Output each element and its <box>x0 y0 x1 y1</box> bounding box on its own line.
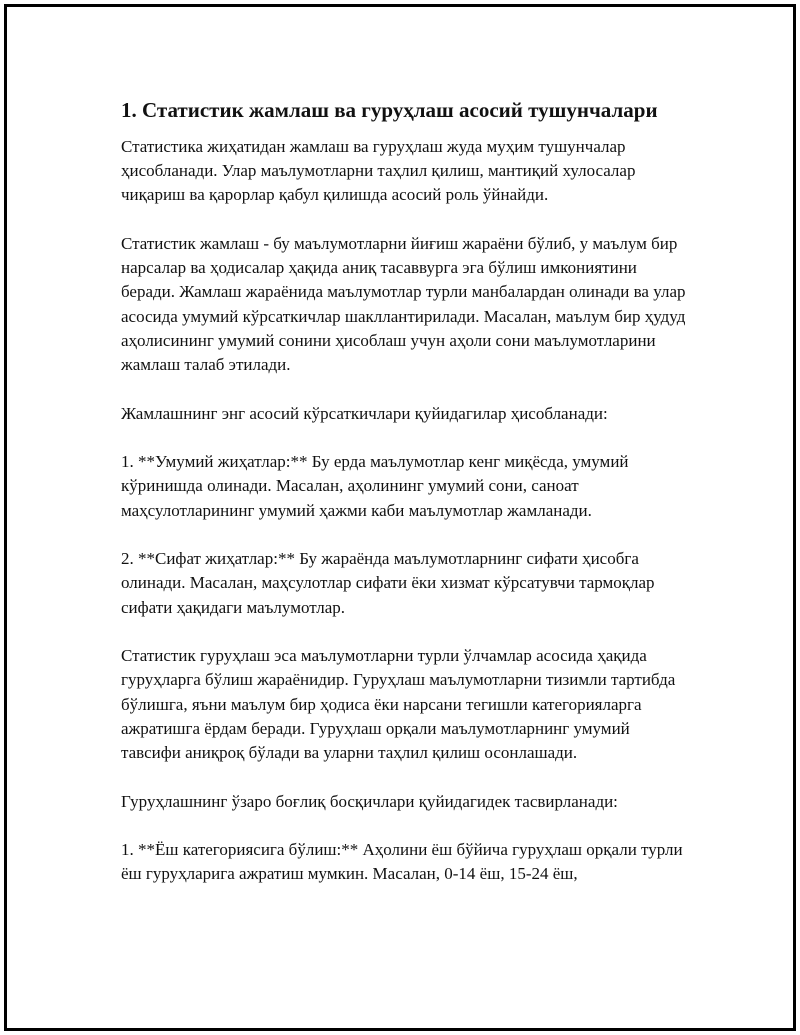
paragraph-intro: Статистика жиҳатидан жамлаш ва гуруҳлаш жуда муҳим тушунчалар ҳисобланади. Улар маълумотларни таҳлил қилиш, мантиқий хулосалар чиқариш ва қарорлар қабул қилишда асосий роль ўйнайди. <box>121 137 636 205</box>
paragraph-aggregation-definition: Статистик жамлаш - бу маълумотларни йиғиш жараёни бўлиб, у маълум бир нарсалар ва ҳодисалар ҳақида аниқ тасаввурга эга бўлиш имкониятини беради. Жамлаш жараёнида маълумотлар турли манбалардан олинади ва улар асосида умумий кўрсаткичлар шакллантирилади. Масалан, маълум бир ҳудуд аҳолисининг умумий сонини ҳисоблаш учун аҳоли сони маълумотларини жамлаш талаб этилади. <box>121 234 686 375</box>
list-item-age-category: 1. **Ёш категориясига бўлиш:** Аҳолини ёш бўйича гуруҳлаш орқали турли ёш гуруҳларига ажратиш мумкин. Масалан, 0-14 ёш, 15-24 ёш, <box>121 840 683 884</box>
document-body <box>121 95 691 911</box>
section-heading: 1. Статистик жамлаш ва гуруҳлаш асосий тушунчалари <box>121 98 658 122</box>
paragraph-grouping-definition: Статистик гуруҳлаш эса маълумотларни турли ўлчамлар асосида ҳақида гуруҳларга бўлиш жараёнидир. Гуруҳлаш маълумотларни тизимли тартибда бўлишга, яъни маълум бир ҳодиса ёки нарсани тегишли категорияларга ажратишга ёрдам беради. Гуруҳлаш орқали маълумотларнинг умумий тавсифи аниқроқ бўлади ва уларни таҳлил қилиш осонлашади. <box>121 646 676 763</box>
paragraph-aggregation-indicators: Жамлашнинг энг асосий кўрсаткичлари қуйидагилар ҳисобланади: <box>121 403 608 423</box>
list-item-general-aspects: 1. **Умумий жиҳатлар:** Бу ерда маълумотлар кенг миқёсда, умумий кўринишда олинади. Масалан, аҳолининг умумий сони, саноат маҳсулотларининг умумий ҳажми каби маълумотлар жамланади. <box>121 452 629 520</box>
list-item-quality-aspects: 2. **Сифат жиҳатлар:** Бу жараёнда маълумотларнинг сифати ҳисобга олинади. Масалан, маҳсулотлар сифати ёки хизмат кўрсатувчи тармоқлар сифати ҳақидаги маълумотлар. <box>121 549 655 617</box>
page-frame <box>4 4 796 1031</box>
paragraph-grouping-stages: Гуруҳлашнинг ўзаро боғлиқ босқичлари қуйидагидек тасвирланади: <box>121 791 618 811</box>
